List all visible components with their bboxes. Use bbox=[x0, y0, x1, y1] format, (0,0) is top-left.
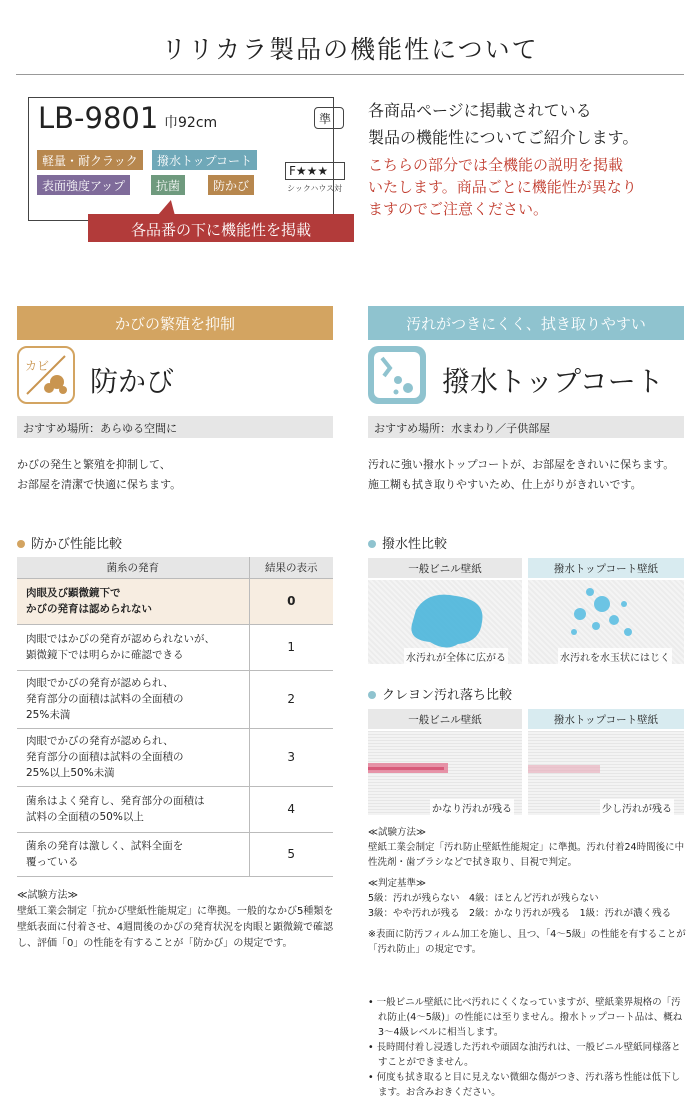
growth-description-line: 菌糸の発育は激しく、試料全面を bbox=[26, 840, 184, 852]
note-text-2: 長時間付着し浸透した汚れや頑固な油汚れは、一般ビニル壁紙同様落とすことができません。 bbox=[376, 1042, 681, 1068]
growth-description-cell bbox=[17, 578, 249, 624]
water-label-coat: 撥水トップコート壁紙 bbox=[528, 558, 684, 578]
growth-description-line: 試料の全面積の50%以上 bbox=[26, 811, 144, 823]
growth-description-line: 肉眼でかびの発育が認められ、 bbox=[26, 677, 174, 689]
page-title: リリカラ製品の機能性について bbox=[161, 35, 539, 64]
water-label-vinyl: 一般ビニル壁紙 bbox=[368, 558, 522, 578]
antimold-desc-line-2: お部屋を清潔で快適に保ちます。 bbox=[17, 478, 182, 491]
crayon-vinyl-image bbox=[368, 731, 522, 815]
antimold-test-method bbox=[17, 888, 335, 952]
crayon-label-coat: 撥水トップコート壁紙 bbox=[528, 709, 684, 729]
water-drop-icon bbox=[368, 346, 426, 404]
sample-product-code: LB-9801 bbox=[38, 101, 159, 135]
table-row bbox=[17, 578, 333, 624]
water-test-method bbox=[368, 825, 686, 957]
water-notes bbox=[368, 995, 686, 1100]
bullet-dot-icon bbox=[368, 540, 376, 548]
table-row bbox=[17, 670, 333, 728]
growth-description-line: 菌糸はよく発育し、発育部分の面積は bbox=[26, 795, 205, 807]
water-desc-line-2: 施工糊も拭き取りやすいため、仕上がりがきれいです。 bbox=[368, 478, 642, 491]
sick-house-label: シックハウス対 bbox=[287, 184, 343, 193]
antimold-compare-title: 防かび性能比較 bbox=[31, 537, 123, 552]
growth-description-cell bbox=[17, 670, 249, 728]
water-caption-vinyl: 水汚れが全体に広がる bbox=[404, 648, 508, 665]
antimold-header: かびの繁殖を抑制 bbox=[17, 306, 333, 340]
table-header-row bbox=[17, 557, 333, 578]
sample-standard-badge: 準 bbox=[314, 107, 344, 129]
growth-description-cell bbox=[17, 624, 249, 670]
intro-text bbox=[368, 97, 688, 151]
antimold-method-text: 壁紙工業会制定「抗かび壁紙性能規定」に準拠。一般的なかび5種類を壁紙表面に付着させ、4週間後のかびの発育状況を肉眼と顕微鏡で確認し、評価「0」の性能を有することが「防かび」の規定です。 bbox=[17, 906, 334, 949]
result-value-cell: 2 bbox=[249, 670, 333, 728]
antimold-recommended-place: おすすめ場所：あらゆる空間に bbox=[17, 416, 333, 438]
tag-light-crack: 軽量・耐クラック bbox=[37, 150, 143, 170]
tag-antimold: 防かび bbox=[208, 175, 254, 195]
water-coat-image bbox=[528, 580, 684, 664]
crayon-label-vinyl: 一般ビニル壁紙 bbox=[368, 709, 522, 729]
crayon-compare-heading bbox=[368, 684, 512, 703]
water-compare-heading bbox=[368, 533, 447, 552]
growth-description-line: 肉眼ではかびの発育が認められないが、 bbox=[26, 633, 215, 645]
bullet-dot-icon bbox=[17, 540, 25, 548]
judge-line-2: 3級：やや汚れが残る 2級：かなり汚れが残る 1級：汚れが濃く残る bbox=[368, 908, 672, 919]
tag-antibacterial: 抗菌 bbox=[151, 175, 185, 195]
note-item: • 一般ビニル壁紙に比べ汚れにくくなっていますが、壁紙業界規格の「汚れ防止(4〜5級)」の性能には至りません。撥水トップコート品は、概ね3〜4級レベルに相当します。 bbox=[368, 997, 683, 1038]
water-vinyl-image bbox=[368, 580, 522, 664]
judge-note: ※表面に防汚フィルム加工を施し、且つ、「4〜5級」の性能を有することが「汚れ防止」の規定です。 bbox=[368, 929, 686, 955]
antimold-feature-title: 防かび bbox=[90, 365, 175, 398]
crayon-caption-vinyl: かなり汚れが残る bbox=[430, 799, 514, 816]
note-text-1: 一般ビニル壁紙に比べ汚れにくくなっていますが、壁紙業界規格の「汚れ防止(4〜5級)」の性能には至りません。撥水トップコート品は、概ね3〜4級レベルに相当します。 bbox=[376, 997, 683, 1038]
growth-description-line: 発育部分の面積は試料の全面積の bbox=[26, 751, 184, 763]
growth-description-cell bbox=[17, 728, 249, 786]
intro-warning bbox=[368, 154, 688, 220]
crayon-caption-coat: 少し汚れが残る bbox=[600, 799, 674, 816]
water-desc-line-1: 汚れに強い撥水トップコートが、お部屋をきれいに保ちます。 bbox=[368, 458, 675, 471]
result-value-cell: 3 bbox=[249, 728, 333, 786]
water-repellent-feature-title: 撥水トップコート bbox=[442, 365, 664, 398]
water-method-text: 壁紙工業会制定「汚れ防止壁紙性能規定」に準拠。汚れ付着24時間後に中性洗剤・歯ブラシなどで拭き取り、目視で判定。 bbox=[368, 842, 685, 868]
growth-description-line: 肉眼及び顕微鏡下で bbox=[26, 587, 121, 599]
judge-line-1: 5級：汚れが残らない 4級：ほとんど汚れが残らない bbox=[368, 893, 599, 904]
intro-line-1: 各商品ページに掲載されている bbox=[368, 101, 592, 120]
intro-warning-line-1: こちらの部分では全機能の説明を掲載 bbox=[368, 156, 624, 174]
table-row bbox=[17, 624, 333, 670]
growth-description-line: 肉眼でかびの発育が認められ、 bbox=[26, 735, 174, 747]
growth-description-line: 覆っている bbox=[26, 856, 79, 868]
intro-line-2: 製品の機能性についてご紹介します。 bbox=[368, 128, 639, 147]
result-value-cell: 4 bbox=[249, 786, 333, 832]
note-item: • 何度も拭き取ると目に見えない微細な傷がつき、汚れ落ち性能は低下します。お含みおきください。 bbox=[368, 1072, 681, 1098]
intro-warning-line-3: ますのでご注意ください。 bbox=[368, 200, 549, 218]
antimold-method-title: ≪試験方法≫ bbox=[17, 890, 78, 901]
f-star-rating: F★★★ bbox=[285, 162, 345, 180]
note-text-3: 何度も拭き取ると目に見えない微細な傷がつき、汚れ落ち性能は低下します。お含みおきください。 bbox=[376, 1072, 681, 1098]
crayon-coat-image bbox=[528, 731, 684, 815]
mold-icon bbox=[17, 346, 75, 404]
result-value-cell: 5 bbox=[249, 832, 333, 876]
table-header-result: 結果の表示 bbox=[249, 557, 333, 578]
title-divider bbox=[16, 74, 684, 75]
growth-description-line: 顕微鏡下では明らかに確認できる bbox=[26, 649, 184, 661]
water-caption-coat: 水汚れを水玉状にはじく bbox=[558, 648, 672, 665]
water-repellent-header: 汚れがつきにくく、拭き取りやすい bbox=[368, 306, 684, 340]
table-row bbox=[17, 786, 333, 832]
water-method-title: ≪試験方法≫ bbox=[368, 827, 426, 838]
water-repellent-description bbox=[368, 455, 686, 495]
intro-warning-line-2: いたします。商品ごとに機能性が異なり bbox=[368, 178, 637, 196]
antimold-compare-heading bbox=[17, 533, 122, 552]
table-row bbox=[17, 832, 333, 876]
antimold-description bbox=[17, 455, 333, 495]
note-item: • 長時間付着し浸透した汚れや頑固な油汚れは、一般ビニル壁紙同様落とすことができません。 bbox=[368, 1042, 681, 1068]
result-value-cell: 1 bbox=[249, 624, 333, 670]
callout-banner: 各品番の下に機能性を掲載 bbox=[88, 214, 354, 242]
result-value-cell: 0 bbox=[249, 578, 333, 624]
growth-description-line: 発育部分の面積は試料の全面積の bbox=[26, 693, 184, 705]
growth-description-cell bbox=[17, 786, 249, 832]
table-row bbox=[17, 728, 333, 786]
antimold-table bbox=[17, 557, 333, 877]
antimold-desc-line-1: かびの発生と繁殖を抑制して、 bbox=[17, 458, 171, 471]
sample-width: 巾92cm bbox=[164, 115, 218, 131]
growth-description-line: 25%未満 bbox=[26, 709, 71, 721]
tag-water-repellent: 撥水トップコート bbox=[152, 150, 257, 170]
sample-label-card bbox=[28, 97, 343, 221]
growth-description-line: 25%以上50%未満 bbox=[26, 767, 115, 779]
bullet-dot-icon bbox=[368, 691, 376, 699]
crayon-compare-title: クレヨン汚れ落ち比較 bbox=[382, 688, 513, 703]
growth-description-line: かびの発育は認められない bbox=[26, 603, 152, 615]
judge-title: ≪判定基準≫ bbox=[368, 878, 426, 889]
water-repellent-recommended-place: おすすめ場所：水まわり／子供部屋 bbox=[368, 416, 684, 438]
water-compare-title: 撥水性比較 bbox=[382, 537, 448, 552]
growth-description-cell bbox=[17, 832, 249, 876]
svg-text:カビ: カビ bbox=[25, 359, 50, 373]
tag-surface-strength: 表面強度アップ bbox=[37, 175, 130, 195]
table-header-growth: 菌糸の発育 bbox=[17, 557, 249, 578]
